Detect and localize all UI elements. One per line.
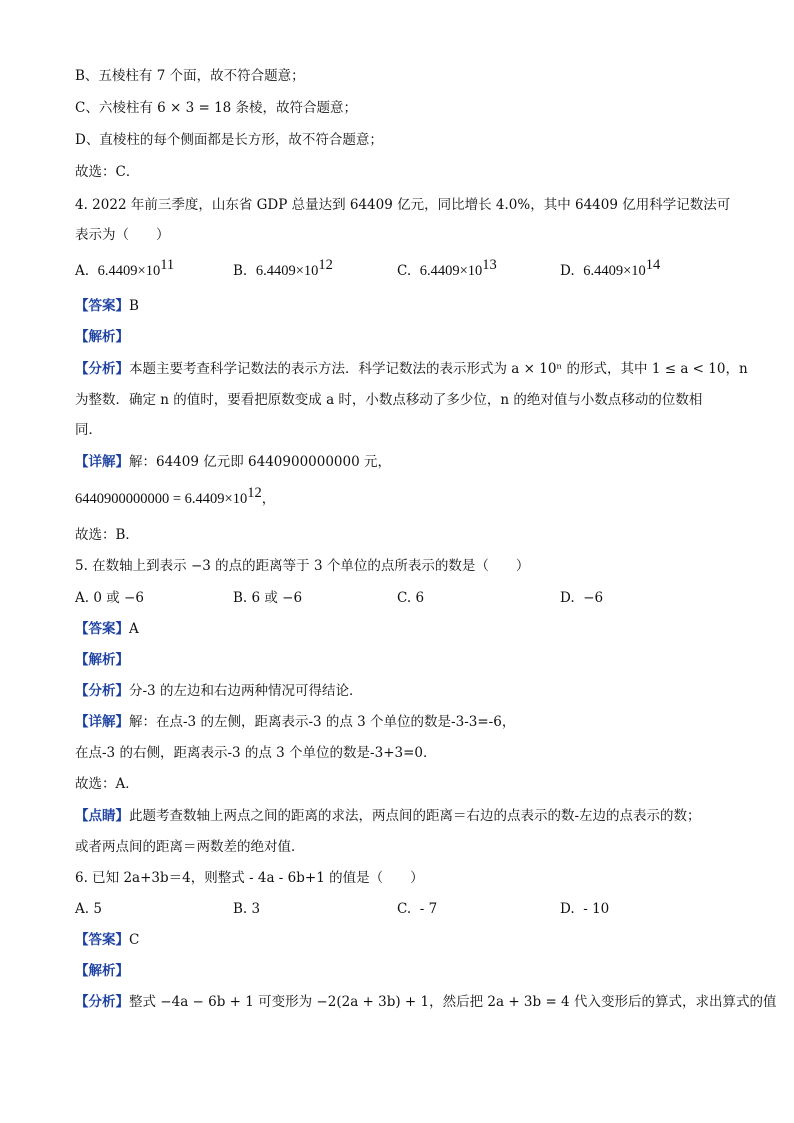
conclusion-line: 故选：A． (75, 776, 139, 792)
answer-value: B (129, 298, 139, 314)
dianjing-line: 【点睛】此题考查数轴上两点之间的距离的求法，两点间的距离＝右边的点表示的数-左边的点表示的数； (75, 808, 701, 824)
analysis-tag: 【解析】 (75, 963, 129, 979)
fenxi-cont: 同． (75, 422, 102, 438)
fenxi-tag: 【分析】 (75, 361, 129, 377)
dianjing-tag: 【点睛】 (75, 808, 129, 824)
question-5-stem: 5. 在数轴上到表示 −3 的点的距离等于 3 个单位的点所表示的数是（ ） (75, 558, 530, 574)
option-d: D. −6 (560, 590, 604, 606)
text-line: C、六棱柱有 6 × 3 = 18 条棱，故符合题意； (75, 100, 358, 116)
fenxi-tag: 【分析】 (75, 994, 129, 1010)
fenxi-cont: 为整数．确定 n 的值时，要看把原数变成 a 时，小数点移动了多少位，n 的绝对值与小数点移动的位数相 (75, 392, 703, 408)
analysis-tag: 【解析】 (75, 329, 129, 345)
xiangjie-line: 【详解】解：64409 亿元即 6440900000000 元， (75, 454, 391, 470)
text-line: B、五棱柱有 7 个面，故不符合题意； (75, 68, 305, 84)
option-d: D. $6.4409\times 10^{14}$ (560, 257, 661, 279)
fenxi-line: 【分析】整式 −4a − 6b + 1 可变形为 −2(2a + 3b) + 1，然后把 2a + 3b = 4 代入变形后的算式，求出算式的值 (75, 994, 777, 1010)
fenxi-tag: 【分析】 (75, 683, 129, 699)
analysis-tag: 【解析】 (75, 652, 129, 668)
fenxi-line: 【分析】本题主要考查科学记数法的表示方法．科学记数法的表示形式为 a × 10ⁿ 的形式，其中 1 ≤ a < 10，n (75, 361, 748, 377)
answer-line (75, 297, 139, 315)
xiangjie-tag: 【详解】 (75, 454, 129, 470)
answer-line (75, 931, 139, 949)
option-b: B. 6 或 −6 (233, 590, 303, 606)
option-a: A. 5 (75, 901, 102, 917)
answer-value: C (129, 932, 140, 948)
question-4-stem-cont: 表示为（ ） (75, 227, 170, 243)
option-c: C. $6.4409\times 10^{13}$ (397, 257, 497, 279)
option-b: B. $6.4409\times 10^{12}$ (233, 257, 333, 279)
dianjing-cont: 或者两点间的距离＝两数差的绝对值． (75, 839, 305, 855)
xiangjie-line: 【详解】解：在点-3 的左侧，距离表示-3 的点 3 个单位的数是-3-3=-6， (75, 714, 516, 730)
fenxi-line: 【分析】分-3 的左边和右边两种情况可得结论． (75, 683, 363, 699)
text-line: D、直棱柱的每个侧面都是长方形，故不符合题意； (75, 132, 383, 148)
option-c: C. - 7 (397, 901, 438, 917)
answer-tag: 【答案】 (75, 298, 129, 314)
question-6-stem: 6. 已知 2a+3b＝4，则整式 - 4a - 6b+1 的值是（ ） (75, 870, 424, 886)
question-4-stem: 4. 2022 年前三季度，山东省 GDP 总量达到 64409 亿元，同比增长 4.0%，其中 64409 亿用科学记数法可 (75, 197, 731, 213)
answer-value: A (129, 621, 139, 637)
option-a: A. $6.4409\times 10^{11}$ (75, 257, 175, 279)
answer-line (75, 620, 139, 638)
answer-tag: 【答案】 (75, 932, 129, 948)
option-d: D. - 10 (560, 901, 610, 917)
xiangjie-tag: 【详解】 (75, 714, 129, 730)
xiangjie-cont: 在点-3 的右侧，距离表示-3 的点 3 个单位的数是-3+3=0． (75, 745, 437, 761)
equation-line: $6440900000000 = 6.4409\times 10^{12}$， (75, 485, 276, 507)
conclusion-line: 故选：B． (75, 527, 139, 543)
option-b: B. 3 (233, 901, 261, 917)
text-line: 故选：C． (75, 164, 140, 180)
option-a: A. 0 或 −6 (75, 590, 144, 606)
option-c: C. 6 (397, 590, 425, 606)
answer-tag: 【答案】 (75, 621, 129, 637)
